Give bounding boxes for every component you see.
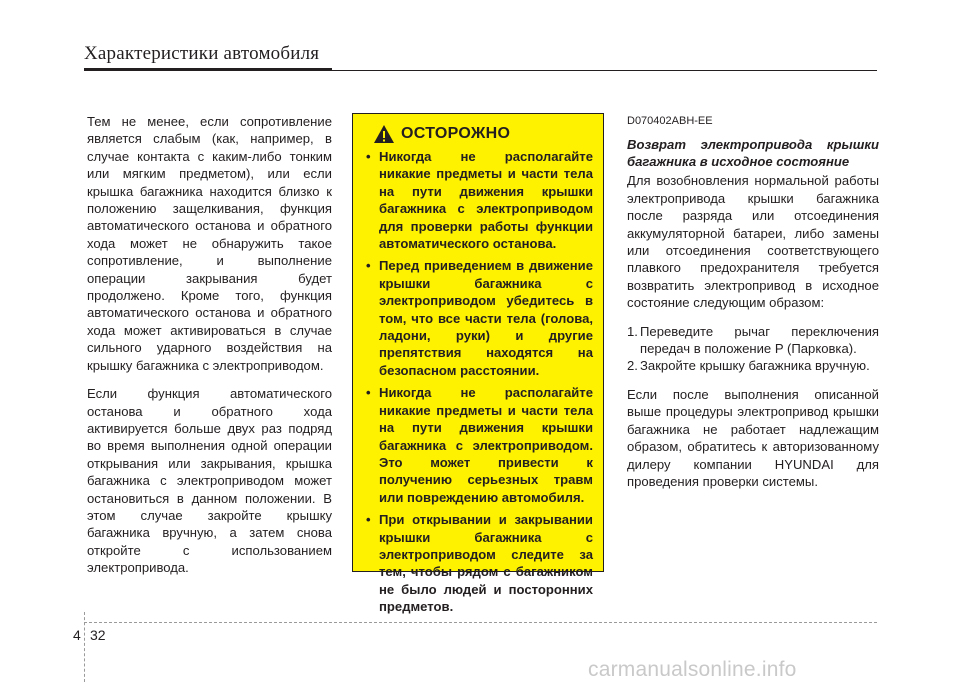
paragraph: Если функция автоматического останова и обратного хода активируется больше двух раз подряд во время выполнения одной операции открывания или закрывания, крышка багажника с электроприводом может остановиться в данном положении. В этом случае закройте крышку багажника вручную, а затем снова откройте с использованием электропривода. [87,386,332,576]
paragraph: Тем не менее, если сопротивление является слабым (как, например, в случае контакта с каким-либо тонким или мягким предметом), или если крышка багажника находится близко к положению защелкивания, функция автоматического останова и обратного хода может не обнаружить такое сопротивление, и выполнение операции закрывания будет продолжено. Кроме того, функция автоматического останова и обратного хода может активироваться в случае сильного ударного воздействия на крышку багажника с электроприводом. [87,114,332,373]
warning-triangle-icon [373,124,395,144]
warning-item: • При открывании и закрывании крышки багажника с электроприводом следите за тем, чтобы рядом с багажником не было людей и посторонних предметов. [366,512,593,615]
warning-item: • Никогда не располагайте никакие предметы и части тела на пути движения крышки багажника с электроприводом. Это может привести к получению серьезных травм или повреждению автомобиля. [366,385,593,505]
steps-list [627,323,879,375]
warning-title: ОСТОРОЖНО [401,125,511,142]
left-column [87,113,332,588]
section-number: 4 [73,627,81,643]
footer-divider [84,612,85,682]
header-rule-thin [332,70,877,71]
warning-list [363,148,593,616]
right-column [627,113,879,501]
warning-item: • Перед приведением в движение крышки багажника с электроприводом убедитесь в том, что все части тела (голова, ладони, руки) и другие препятствия находятся на безопасном расстоянии. [366,258,593,378]
warning-item: • Никогда не располагайте никакие предметы и части тела на пути движения крышки багажника с электроприводом для проверки работы функции автоматического останова. [366,149,593,252]
watermark: carmanualsonline.info [588,658,797,681]
section-title: Возврат электропривода крышки багажника в исходное состояние [627,137,879,170]
warning-box [352,113,604,615]
step-item: 2. Закройте крышку багажника вручную. [627,358,870,374]
page-number: 32 [90,627,106,643]
footer-rule [84,622,877,623]
closing-paragraph: Если после выполнения описанной выше процедуры электропривод крышки багажника не работает надлежащим образом, обратитесь к авторизованному дилеру компании HYUNDAI для проведения проверки системы. [627,386,879,489]
intro-paragraph: Для возобновления нормальной работы электропривода крышки багажника после разряда или отсоединения аккумуляторной батареи, либо замены или отсоединения соответствующего плавкого предохранителя требуется возвратить электропривод в исходное состояние следующим образом: [627,173,879,311]
warning-header [373,124,593,144]
step-item: 1. Переведите рычаг переключения передач в положение P (Парковка). [627,323,879,357]
page-header-title: Характеристики автомобиля [84,43,320,64]
section-code: D070402ABH-EE [627,115,713,127]
header-rule [84,68,332,71]
